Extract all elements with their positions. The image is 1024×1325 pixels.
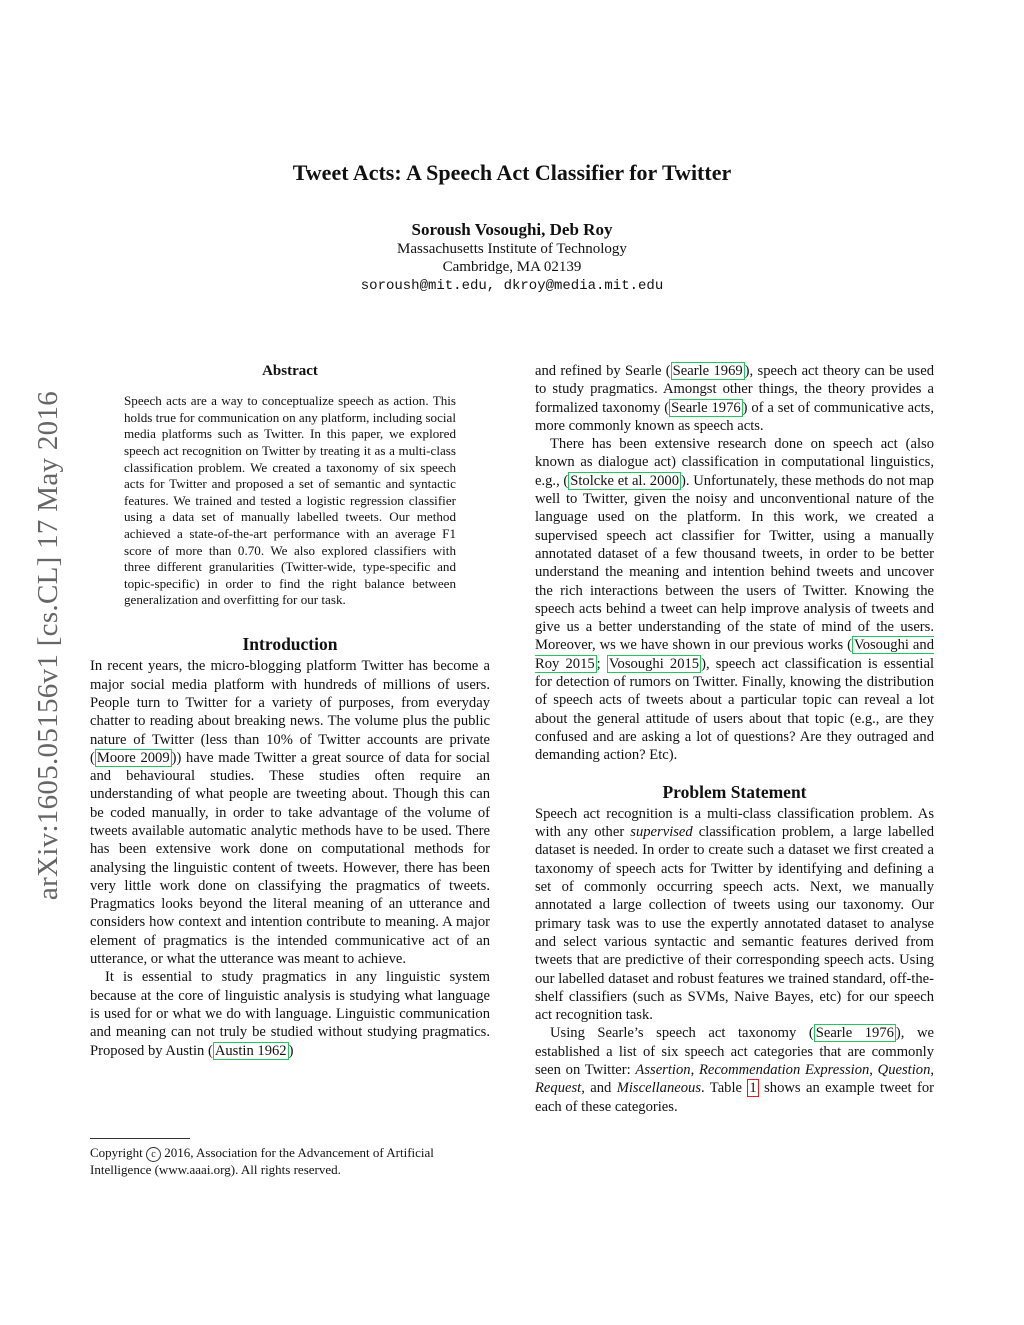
abstract-section bbox=[124, 362, 456, 609]
copyright-footnote bbox=[90, 1138, 490, 1178]
citation-stolcke-2000[interactable]: Stolcke et al. 2000 bbox=[570, 472, 679, 489]
affiliation: Massachusetts Institute of Technology bbox=[397, 241, 627, 257]
right-paragraph-2: There has been extensive research done on speech act (also known as dialogue act) classification in computational linguistics, e.g., ( Stolcke et al. 2000 ). Unfortunately, these methods do not map well to Twitter, given the noisy and unconventional nature of the language used on the platform. In this work, we created a supervised speech act classifier for Twitter, using a manually annotated dataset of a few thousand tweets, in order to be better understand the meaning and intention behind tweets and uncover the rich interactions between the users of Twitter. Knowing the speech acts behind a tweet can help improve analysis of tweets and give us a better understanding of the state of mind of the users. Moreover, ws we have shown in our previous works ( Vosoughi and Roy 2015 ; Vosoughi 2015 ), speech act classification is essential for detection of rumors on Twitter. Finally, knowing the distribution of speech acts of tweets about a particular topic can reveal a lot about the general attitude of users about that topic (e.g., are they confused and are asking a lot of questions? Are they outraged and demanding action? Etc). bbox=[535, 436, 935, 764]
affiliation-location: Cambridge, MA 02139 bbox=[442, 259, 582, 275]
introduction-heading: Introduction bbox=[242, 634, 338, 655]
abstract-text: Speech acts are a way to conceptualize speech as action. This holds true for communication on any platform, including social media platforms such as Twitter. In this paper, we explored speech act recognition on Twitter by treating it as a multi-class classification problem. We created a taxonomy of six speech acts for Twitter and proposed a set of semantic and syntactic features. We trained and tested a logistic regression classifier using a data set of manually labelled tweets. Our method achieved a state-of-the-art performance with an average F1 score of more than 0.70. We also explored classifiers with three different granularities (Twitter-wide, type-specific and topic-specific) in order to find the right balance between generalization and overfitting for our task. bbox=[124, 393, 456, 608]
problem-paragraph-2: Using Searle’s speech act taxonomy ( Searle 1976 ), we established a list of six speech act categories that are commonly seen on Twitter: Assertion, Recommendation Expression, Question, Request, and Miscellaneous. Table 1 shows an example tweet for each of these categories. bbox=[535, 1025, 935, 1115]
copyright-text: Copyright c 2016, Association for the Advancement of Artificial Intelligence (www.aaai.org). All rights reserved. bbox=[90, 1145, 434, 1177]
citation-moore-2009[interactable]: Moore 2009 bbox=[96, 749, 170, 766]
table-1-reference[interactable]: 1 bbox=[749, 1080, 757, 1097]
citation-searle-1969[interactable]: Searle 1969 bbox=[672, 363, 743, 379]
right-paragraph-1: and refined by Searle ( Searle 1969 ), speech act theory can be used to study pragmatics. Amongst other things, the theory provides a formalized taxonomy ( Searle 1976 ) of a set of communicative acts, more commonly known as speech acts. bbox=[535, 363, 934, 434]
paper-authors: Soroush Vosoughi, Deb Roy bbox=[411, 220, 613, 239]
problem-paragraph-1: Speech act recognition is a multi-class classification problem. As with any other supervised classification problem, a large labelled dataset is needed. In order to create such a dataset we first created a taxonomy of speech acts for Twitter by identifying and defining a set of commonly occurring speech acts. Next, we manually annotated a large collection of tweets using our taxonomy. Our primary task was to use the expertly annotated dataset to analyse and select various syntactic and semantic features derived from tweets that are predictive of their corresponding speech acts. Using our labelled dataset and robust features we trained standard, off-the-shelf classifiers (such as SVMs, Naive Bayes, etc) for our speech act recognition task. bbox=[535, 805, 934, 1024]
right-column bbox=[535, 362, 934, 1116]
citation-vosoughi-2015[interactable]: Vosoughi 2015 bbox=[608, 655, 700, 672]
arxiv-sidebar bbox=[34, 345, 64, 945]
citation-vosoughi-roy-2015[interactable]: Vosoughi and Roy 2015 bbox=[535, 637, 934, 672]
intro-paragraph-2: It is essential to study pragmatics in any linguistic system because at the core of linguistic analysis is studying what language is used for or what we do with language. Linguistic communication and meaning can not truly be studied without studying pragmatics. Proposed by Austin ( Austin 1962 ) bbox=[90, 969, 490, 1059]
problem-statement-heading: Problem Statement bbox=[662, 781, 807, 802]
arxiv-identifier: arXiv:1605.05156v1 [cs.CL] 17 May 2016 bbox=[32, 390, 65, 900]
paper-header bbox=[0, 160, 1024, 296]
left-column bbox=[90, 362, 490, 1060]
footnote-rule bbox=[90, 1138, 190, 1139]
abstract-heading: Abstract bbox=[262, 363, 318, 379]
copyright-icon: c bbox=[146, 1147, 161, 1162]
citation-austin-1962[interactable]: Austin 1962 bbox=[214, 1042, 287, 1059]
citation-searle-1976[interactable]: Searle 1976 bbox=[671, 399, 741, 416]
citation-searle-1976-b[interactable]: Searle 1976 bbox=[815, 1025, 894, 1042]
paper-title: Tweet Acts: A Speech Act Classifier for Twitter bbox=[292, 160, 732, 185]
intro-paragraph-1: In recent years, the micro-blogging platform Twitter has become a major social media platform with hundreds of millions of users. People turn to Twitter for a variety of purposes, from everyday chatter to reading about breaking news. The volume plus the public nature of Twitter (less than 10% of Twitter accounts are private ( Moore 2009 )) have made Twitter a great source of data for social and behavioural studies. These studies often require an understanding of what people are tweeting about. Though this can be coded manually, in order to take advantage of the volume of tweets available automatic analytic methods have to be used. There has been extensive work done on computational methods for analysing the linguistic content of tweets. However, there has been very little work done on classifying the pragmatics of tweets. Pragmatics looks beyond the literal meaning of an utterance and considers how context and intention contribute to meaning. A major element of pragmatics is the intended communicative act of an utterance, or what the utterance was meant to achieve. bbox=[90, 658, 491, 968]
author-emails: soroush@mit.edu, dkroy@media.mit.edu bbox=[360, 278, 664, 294]
